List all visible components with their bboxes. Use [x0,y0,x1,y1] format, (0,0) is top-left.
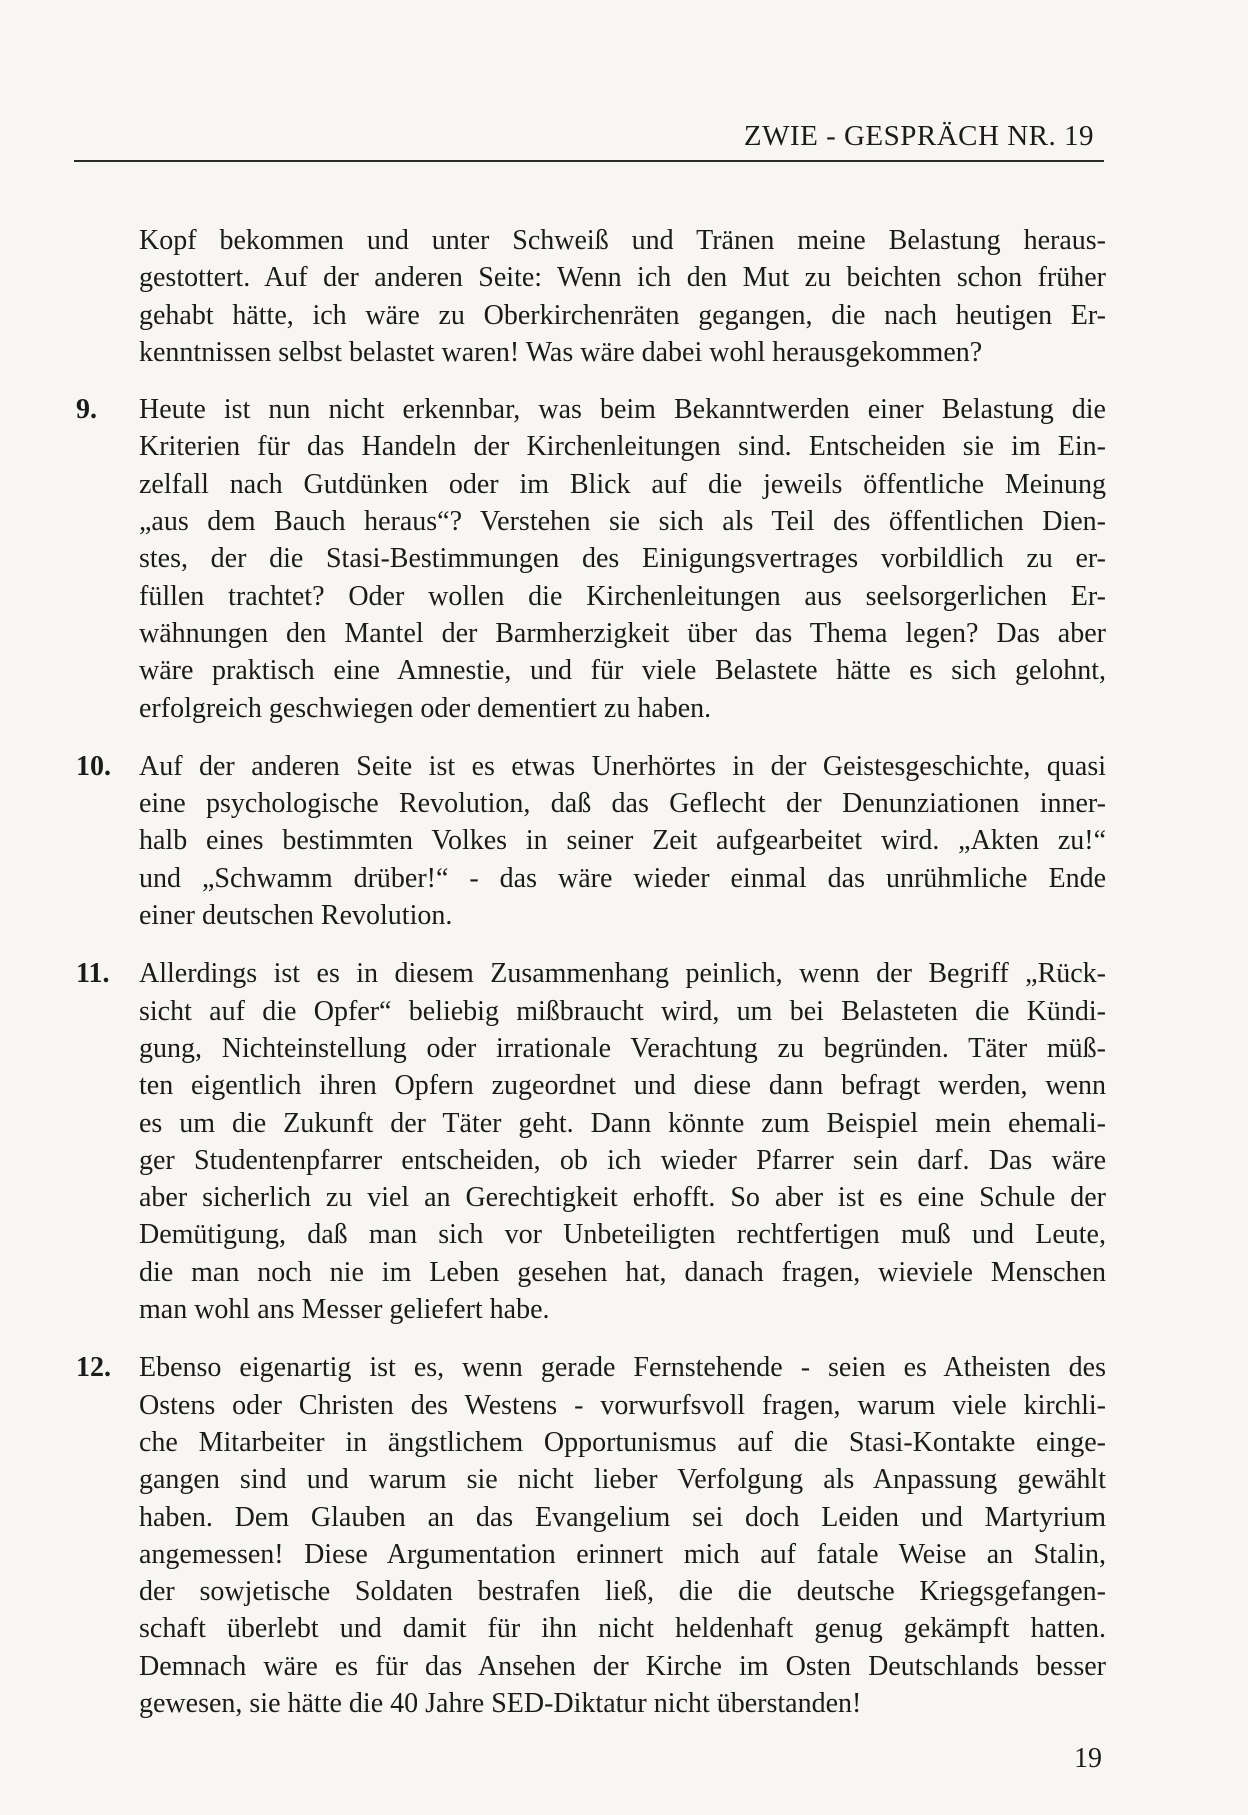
text-line: kenntnissen selbst belastet waren! Was wäre dabei wohl herausgekommen? [139,336,983,368]
text-line: halb eines bestimmten Volkes in seiner Zeit aufgearbeitet wird. „Akten zu!“ [139,825,1106,857]
text-line: gehabt hätte, ich wäre zu Oberkirchenräten gegangen, die nach heutigen Er- [139,299,1106,331]
paragraph-number: 12. [76,1352,111,1384]
text-line: wähnungen den Mantel der Barmherzigkeit über das Thema legen? Das aber [139,617,1106,649]
text-line: die man noch nie im Leben gesehen hat, danach fragen, wieviele Menschen [139,1256,1106,1288]
text-line: gung, Nichteinstellung oder irrationale Verachtung zu begründen. Täter müß- [139,1032,1106,1064]
paragraph-11 [76,955,1106,1328]
text-line: aber sicherlich zu viel an Gerechtigkeit erhofft. So aber ist es eine Schule der [139,1182,1106,1214]
text-line: es um die Zukunft der Täter geht. Dann könnte zum Beispiel mein ehemali- [139,1107,1106,1139]
paragraph-9 [76,391,1106,727]
paragraph-12 [76,1349,1106,1722]
paragraph-number: 11. [76,958,110,990]
text-line: wäre praktisch eine Amnestie, und für viele Belastete hätte es sich gelohnt, [139,655,1106,687]
text-line: Demütigung, daß man sich vor Unbeteiligten rechtfertigen muß und Leute, [139,1219,1106,1251]
text-line: ten eigentlich ihren Opfern zugeordnet und diese dann befragt werden, wenn [139,1070,1106,1102]
paragraph-number: 10. [76,750,111,782]
header-rule [74,160,1104,162]
text-line: Kopf bekommen und unter Schweiß und Tränen meine Belastung heraus- [139,225,1106,256]
text-line: Auf der anderen Seite ist es etwas Unerhörtes in der Geistesgeschichte, quasi [139,750,1106,782]
text-line: schaft überlebt und damit für ihn nicht heldenhaft genug gekämpft hatten. [139,1613,1106,1645]
text-line: che Mitarbeiter in ängstlichem Opportunismus auf die Stasi-Kontakte einge- [139,1426,1106,1458]
header-title: ZWIE - GESPRÄCH NR. 19 [743,120,1094,152]
text-line: zelfall nach Gutdünken oder im Blick auf die jeweils öffentliche Meinung [139,468,1106,500]
paragraph-10 [76,748,1106,934]
text-line: sicht auf die Opfer“ beliebig mißbraucht wird, um bei Belasteten die Kündi- [139,995,1106,1027]
text-line: ger Studentenpfarrer entscheiden, ob ich wieder Pfarrer sein darf. Das wäre [139,1144,1106,1176]
text-line: Ostens oder Christen des Westens - vorwurfsvoll fragen, warum viele kirchli- [139,1389,1106,1421]
text-line: angemessen! Diese Argumentation erinnert mich auf fatale Weise an Stalin, [139,1538,1106,1570]
text-line: Ebenso eigenartig ist es, wenn gerade Fernstehende - seien es Atheisten des [139,1352,1106,1384]
text-line: Allerdings ist es in diesem Zusammenhang peinlich, wenn der Begriff „Rück- [139,958,1106,990]
text-line: Kriterien für das Handeln der Kirchenleitungen sind. Entscheiden sie im Ein- [139,431,1106,463]
text-line: „aus dem Bauch heraus“? Verstehen sie sich als Teil des öffentlichen Dien- [139,506,1106,538]
text-line: gestottert. Auf der anderen Seite: Wenn ich den Mut zu beichten schon früher [139,262,1106,294]
text-line: der sowjetische Soldaten bestrafen ließ, die die deutsche Kriegsgefangen- [139,1576,1106,1608]
text-line: eine psychologische Revolution, daß das Geflecht der Denunziationen inner- [139,788,1106,820]
text-line: einer deutschen Revolution. [139,900,453,932]
body-text [76,222,1106,1743]
text-line: Heute ist nun nicht erkennbar, was beim Bekanntwerden einer Belastung die [139,394,1106,426]
paragraph-number: 9. [76,394,97,426]
text-line: und „Schwamm drüber!“ - das wäre wieder einmal das unrühmliche Ende [139,862,1106,894]
text-line: haben. Dem Glauben an das Evangelium sei doch Leiden und Martyrium [139,1501,1106,1533]
text-line: füllen trachtet? Oder wollen die Kirchenleitungen aus seelsorgerlichen Er- [139,580,1106,612]
text-line: stes, der die Stasi-Bestimmungen des Einigungsvertrages vorbildlich zu er- [139,543,1106,575]
text-line: erfolgreich geschwiegen oder dementiert zu haben. [139,692,712,724]
text-line: gewesen, sie hätte die 40 Jahre SED-Diktatur nicht überstanden! [139,1687,862,1719]
text-line: gangen sind und warum sie nicht lieber Verfolgung als Anpassung gewählt [139,1464,1106,1496]
text-line: man wohl ans Messer geliefert habe. [139,1294,550,1326]
paragraph-continuation [76,222,1106,371]
page-number: 19 [1074,1743,1102,1774]
running-header [74,118,1104,162]
text-line: Demnach wäre es für das Ansehen der Kirche im Osten Deutschlands besser [139,1650,1106,1682]
